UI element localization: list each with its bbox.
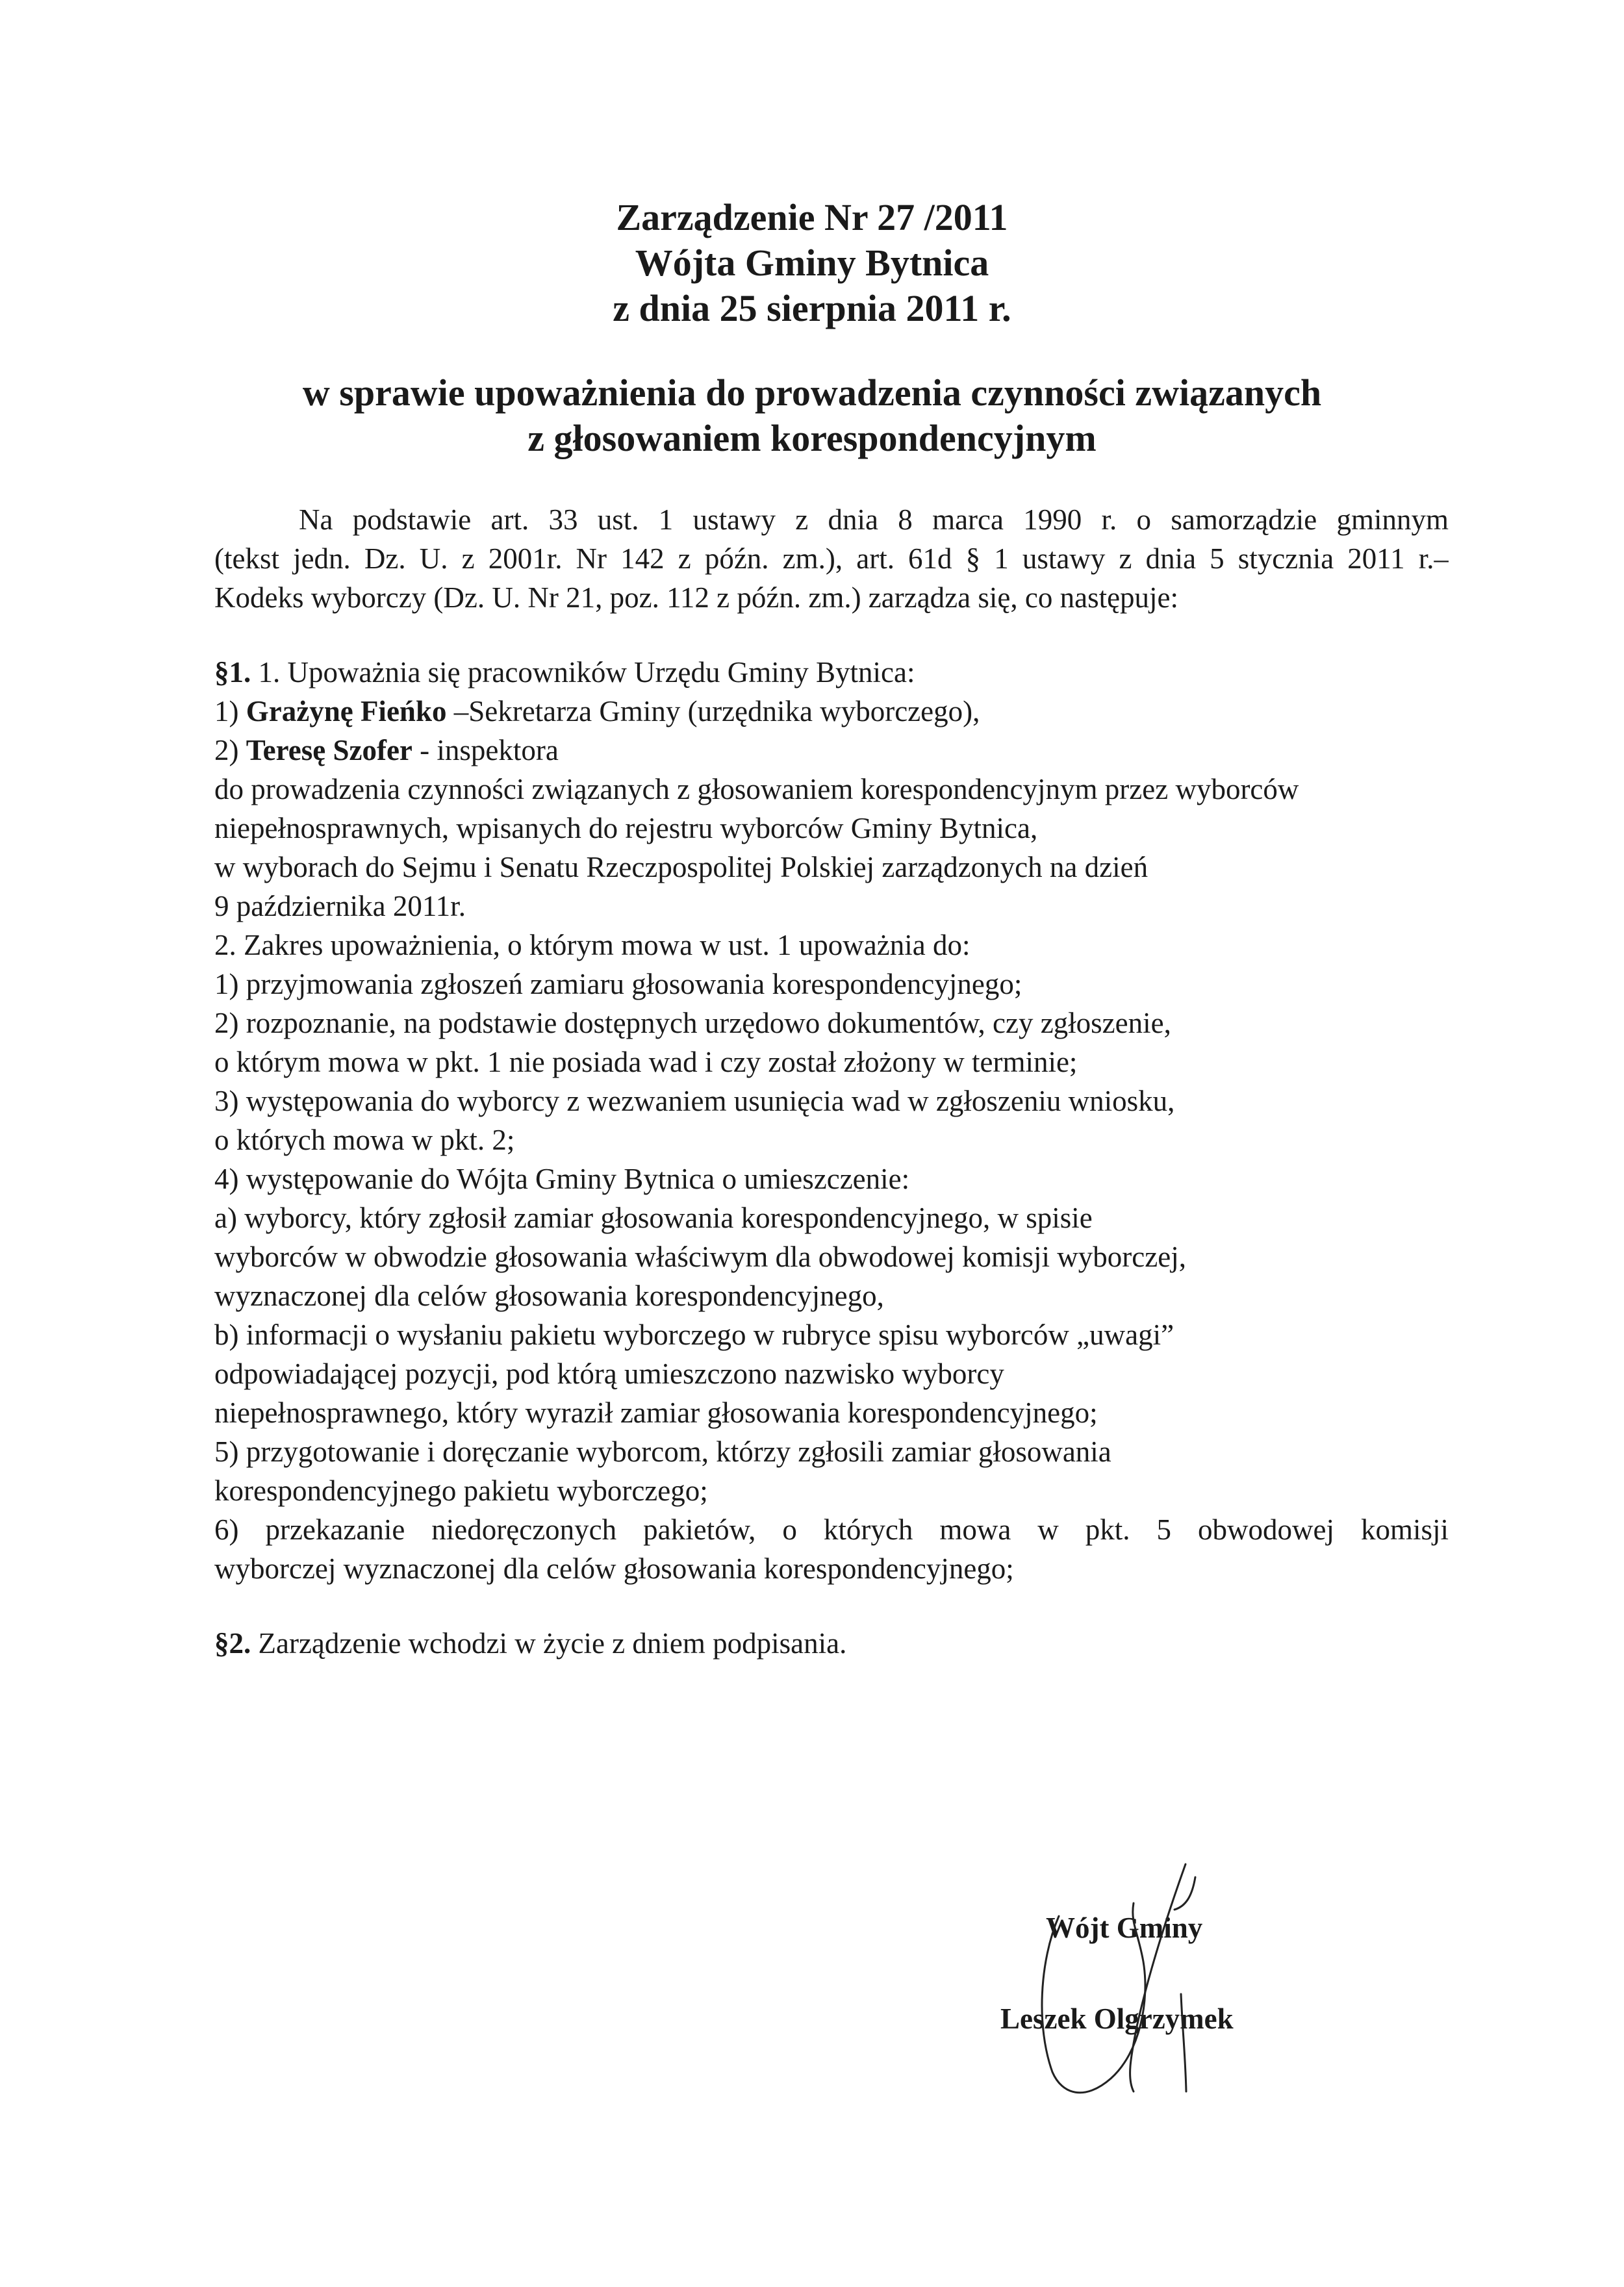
signatory-title: Wójt Gminy <box>1046 1912 1203 1944</box>
body-line: wyznaczonej dla celów głosowania korespondencyjnego, <box>214 1280 884 1312</box>
body-line: korespondencyjnego pakietu wyborczego; <box>214 1474 708 1507</box>
authorized-person-1 <box>214 692 1449 731</box>
body-line: 6) przekazanie niedoręczonych pakietów, o których mowa w pkt. 5 obwodowej komisji <box>214 1513 1449 1546</box>
body-line: 9 października 2011r. <box>214 890 466 922</box>
body-line: 4) występowanie do Wójta Gminy Bytnica o umieszczenie: <box>214 1163 910 1195</box>
body-line: o którym mowa w pkt. 1 nie posiada wad i czy został złożony w terminie; <box>214 1046 1078 1078</box>
par2-heading: §2. <box>214 1627 251 1660</box>
body-line: 1) przyjmowania zgłoszeń zamiaru głosowania korespondencyjnego; <box>214 968 1022 1000</box>
body-line: 3) występowania do wyborcy z wezwaniem usunięcia wad w zgłoszeniu wniosku, <box>214 1085 1175 1117</box>
preamble-line: (tekst jedn. Dz. U. z 2001r. Nr 142 z późn. zm.), art. 61d § 1 ustawy z dnia 5 stycznia 2011 r.– <box>214 542 1449 575</box>
par2-line <box>214 1624 1449 1663</box>
body-line: niepełnosprawnych, wpisanych do rejestru wyborców Gminy Bytnica, <box>214 812 1038 844</box>
par1-intro: 1. Upoważnia się pracowników Urzędu Gminy Bytnica: <box>251 656 915 689</box>
authorized-person-2 <box>214 731 1449 770</box>
person-role: –Sekretarza Gminy (urzędnika wyborczego), <box>446 695 980 727</box>
list-number: 2) <box>214 734 246 766</box>
body-line: wyborców w obwodzie głosowania właściwym dla obwodowej komisji wyborczej, <box>214 1241 1186 1273</box>
preamble-line: Kodeks wyborczy (Dz. U. Nr 21, poz. 112 z późn. zm.) zarządza się, co następuje: <box>214 581 1179 614</box>
person-role: - inspektora <box>412 734 559 766</box>
body-line: b) informacji o wysłaniu pakietu wyborczego w rubryce spisu wyborców „uwagi” <box>214 1319 1174 1351</box>
subject-line-2: z głosowaniem korespondencyjnym <box>527 417 1097 459</box>
handwritten-signature <box>1000 1858 1338 2117</box>
subject-line-1: w sprawie upoważnienia do prowadzenia czynności związanych <box>302 372 1322 414</box>
body-line: o których mowa w pkt. 2; <box>214 1124 515 1156</box>
signature-block <box>1000 1858 1338 2117</box>
body-line: do prowadzenia czynności związanych z głosowaniem korespondencyjnym przez wyborców <box>214 773 1299 805</box>
par1-heading: §1. <box>214 656 251 689</box>
body-line: 2. Zakres upoważnienia, o którym mowa w ust. 1 upoważnia do: <box>214 929 971 961</box>
body-line: w wyborach do Sejmu i Senatu Rzeczpospolitej Polskiej zarządzonych na dzień <box>214 851 1148 883</box>
person-name: Teresę Szofer <box>246 734 412 766</box>
list-number: 1) <box>214 695 246 727</box>
order-number-title: Zarządzenie Nr 27 /2011 <box>616 196 1008 238</box>
person-name: Grażynę Fieńko <box>246 695 447 727</box>
body-line: odpowiadającej pozycji, pod którą umieszczono nazwisko wyborcy <box>214 1358 1004 1390</box>
body-line: niepełnosprawnego, który wyraził zamiar głosowania korespondencyjnego; <box>214 1396 1098 1429</box>
body-line: 5) przygotowanie i doręczanie wyborcom, którzy zgłosili zamiar głosowania <box>214 1435 1111 1468</box>
par1-intro-line <box>214 653 1449 692</box>
preamble-line: Na podstawie art. 33 ust. 1 ustawy z dnia 8 marca 1990 r. o samorządzie gminnym <box>299 503 1449 536</box>
issuer-title: Wójta Gminy Bytnica <box>635 242 989 284</box>
signatory-name: Leszek Olgrzymek <box>1000 2003 1234 2035</box>
body-line: a) wyborcy, który zgłosił zamiar głosowania korespondencyjnego, w spisie <box>214 1202 1093 1234</box>
par2-text: Zarządzenie wchodzi w życie z dniem podpisania. <box>251 1627 847 1660</box>
issue-date: z dnia 25 sierpnia 2011 r. <box>613 287 1011 329</box>
body-line: wyborczej wyznaczonej dla celów głosowania korespondencyjnego; <box>214 1552 1014 1585</box>
body-line: 2) rozpoznanie, na podstawie dostępnych urzędowo dokumentów, czy zgłoszenie, <box>214 1007 1171 1039</box>
